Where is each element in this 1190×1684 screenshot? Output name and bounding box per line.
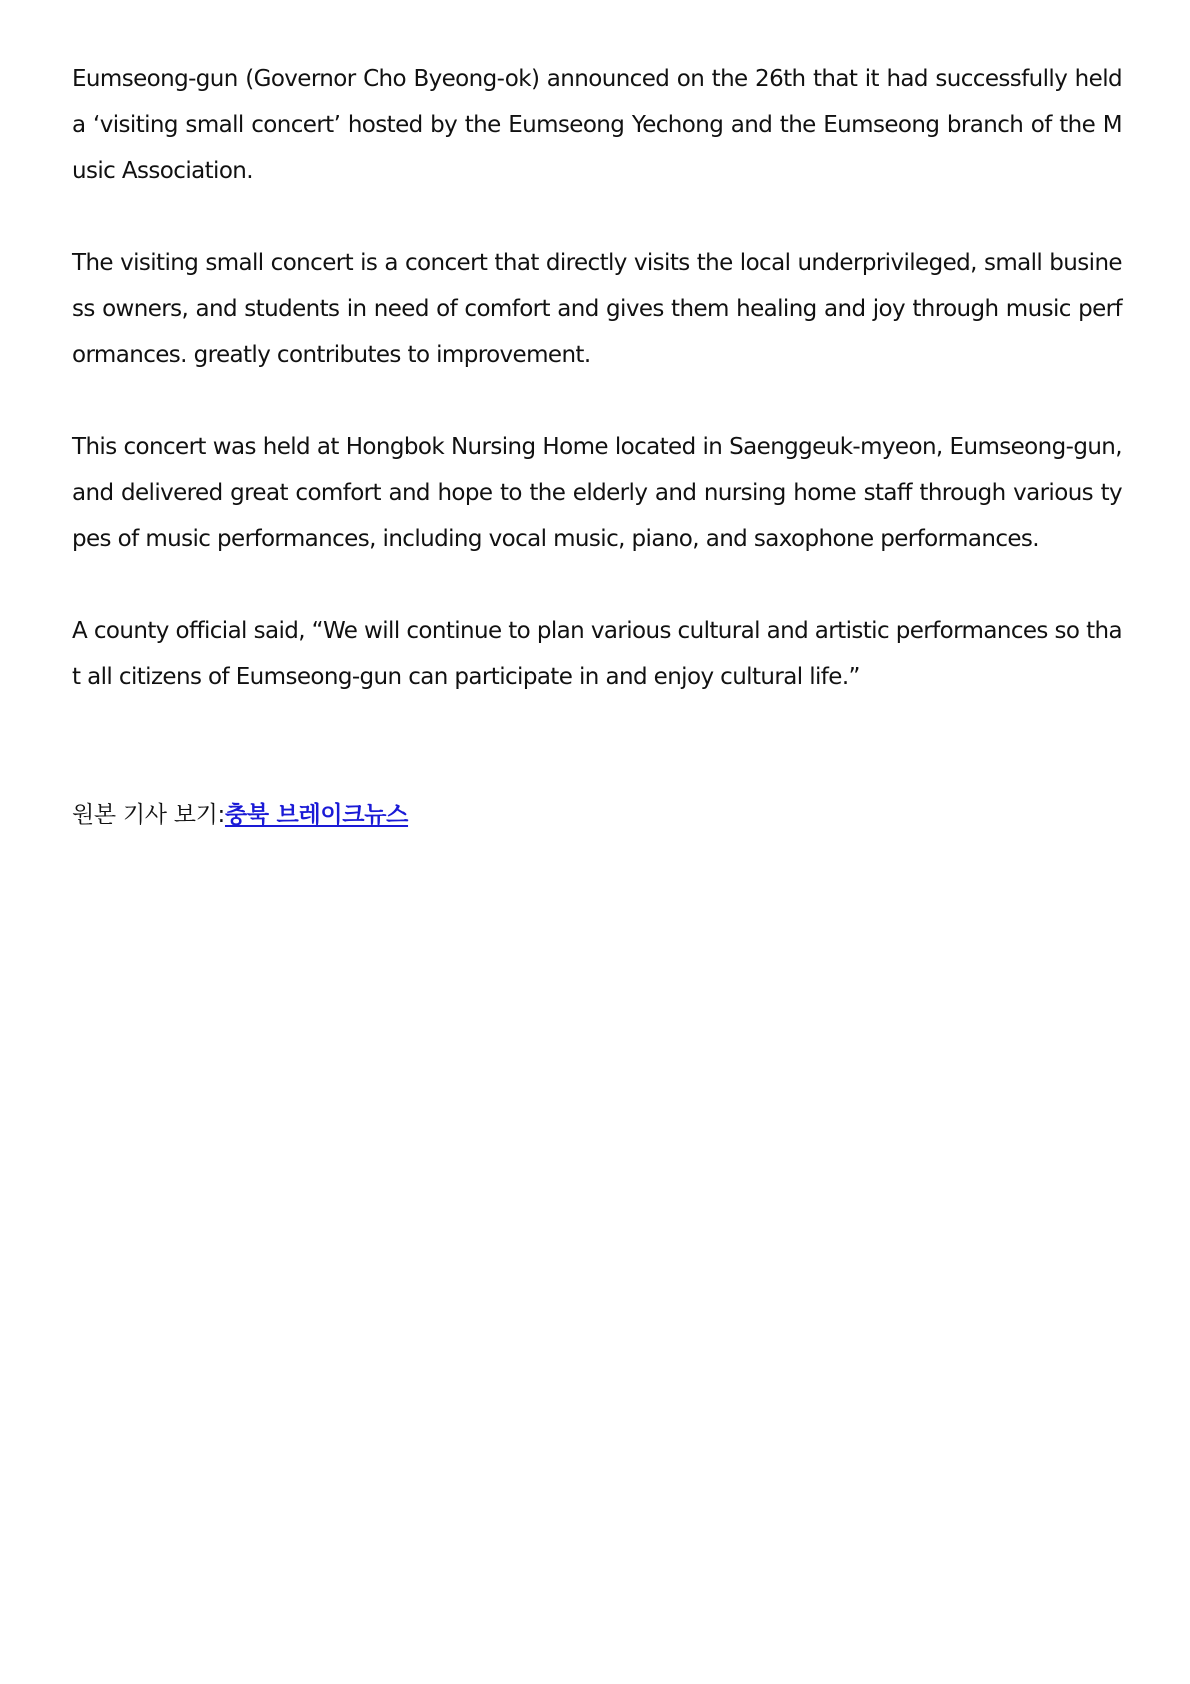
- source-attribution: [72, 792, 1122, 838]
- paragraph-concert-venue: This concert was held at Hongbok Nursing Home located in Saenggeuk-myeon, Eumseong-gun, and delivered great comfort and hope to the elderly and nursing home staff through various types of music performances, including vocal music, piano, and saxophone performances.: [72, 434, 1122, 552]
- article-body: [72, 56, 1122, 838]
- paragraph-announcement: Eumseong-gun (Governor Cho Byeong-ok) announced on the 26th that it had successfully held a ‘visiting small concert’ hosted by the Eumseong Yechong and the Eumseong branch of the Music Association.: [72, 66, 1122, 184]
- source-link[interactable]: 충북 브레이크뉴스: [224, 802, 409, 828]
- paragraph-official-quote: A county official said, “We will continue to plan various cultural and artistic performances so that all citizens of Eumseong-gun can participate in and enjoy cultural life.”: [72, 618, 1122, 690]
- paragraph-concert-description: The visiting small concert is a concert that directly visits the local underprivileged, small business owners, and students in need of comfort and gives them healing and joy through music performances. greatly contributes to improvement.: [72, 250, 1122, 368]
- source-label: 원본 기사 보기:: [72, 802, 225, 828]
